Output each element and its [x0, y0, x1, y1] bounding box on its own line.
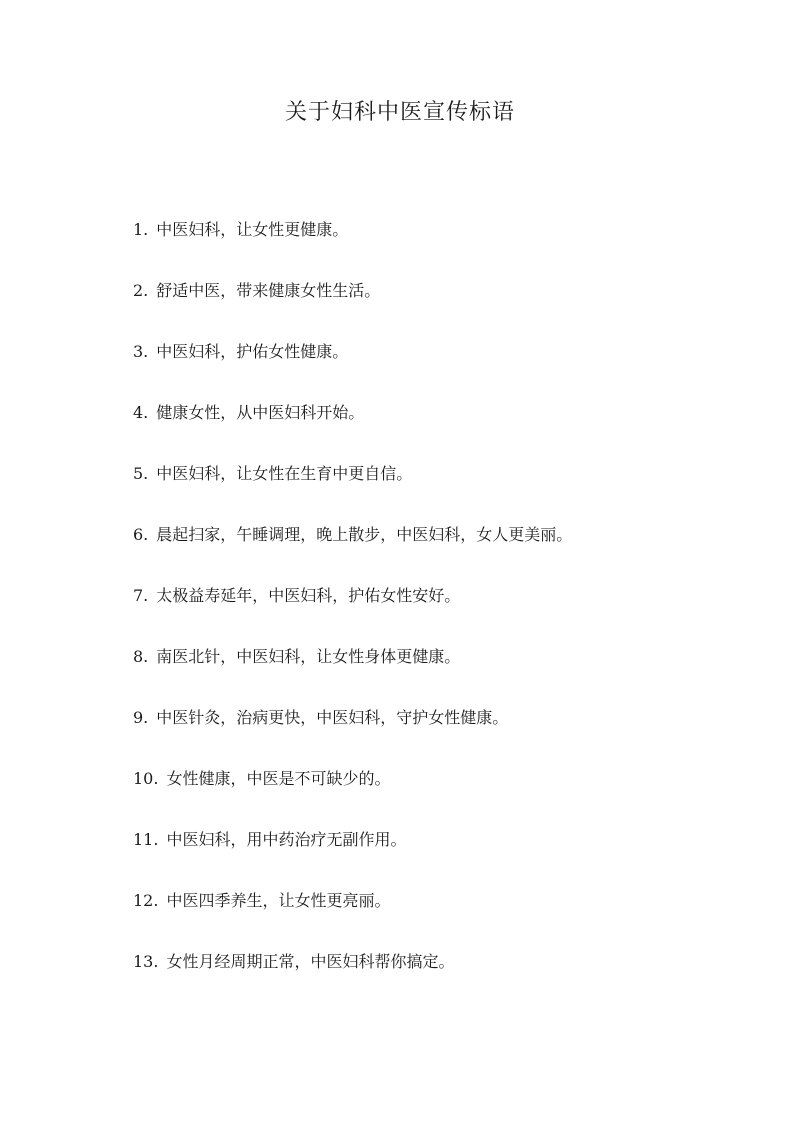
item-text: 中医妇科，让女性更健康。 — [156, 220, 349, 239]
slogan-list — [133, 217, 572, 1010]
item-number: 8. — [133, 647, 149, 666]
item-text: 晨起扫家，午睡调理，晚上散步，中医妇科，女人更美丽。 — [156, 525, 573, 544]
page-title: 关于妇科中医宣传标语 — [284, 100, 515, 125]
item-number: 2. — [133, 281, 149, 300]
item-text: 中医妇科，用中药治疗无副作用。 — [166, 830, 407, 849]
item-number: 7. — [133, 586, 149, 605]
item-number: 6. — [133, 525, 149, 544]
item-number: 10. — [133, 769, 159, 788]
item-text: 太极益寿延年，中医妇科，护佑女性安好。 — [156, 586, 461, 605]
item-text: 健康女性，从中医妇科开始。 — [156, 403, 365, 422]
list-item — [133, 522, 572, 583]
item-text: 中医针灸，治病更快，中医妇科，守护女性健康。 — [156, 708, 509, 727]
item-number: 4. — [133, 403, 149, 422]
item-text: 舒适中医，带来健康女性生活。 — [156, 281, 381, 300]
list-item — [133, 278, 572, 339]
list-item — [133, 583, 572, 644]
list-item — [133, 766, 572, 827]
list-item — [133, 644, 572, 705]
item-number: 5. — [133, 464, 149, 483]
item-text: 中医四季养生，让女性更亮丽。 — [166, 891, 391, 910]
list-item — [133, 705, 572, 766]
list-item — [133, 339, 572, 400]
list-item — [133, 827, 572, 888]
item-number: 13. — [133, 952, 159, 971]
item-number: 3. — [133, 342, 149, 361]
item-text: 中医妇科，让女性在生育中更自信。 — [156, 464, 413, 483]
item-text: 南医北针，中医妇科，让女性身体更健康。 — [156, 647, 461, 666]
item-number: 11. — [133, 830, 159, 849]
list-item — [133, 949, 572, 1010]
list-item — [133, 461, 572, 522]
item-number: 1. — [133, 220, 149, 239]
list-item — [133, 400, 572, 461]
item-number: 9. — [133, 708, 149, 727]
item-text: 女性健康，中医是不可缺少的。 — [166, 769, 391, 788]
item-text: 中医妇科，护佑女性健康。 — [156, 342, 349, 361]
item-text: 女性月经周期正常，中医妇科帮你搞定。 — [166, 952, 455, 971]
item-number: 12. — [133, 891, 159, 910]
list-item — [133, 888, 572, 949]
list-item — [133, 217, 572, 278]
